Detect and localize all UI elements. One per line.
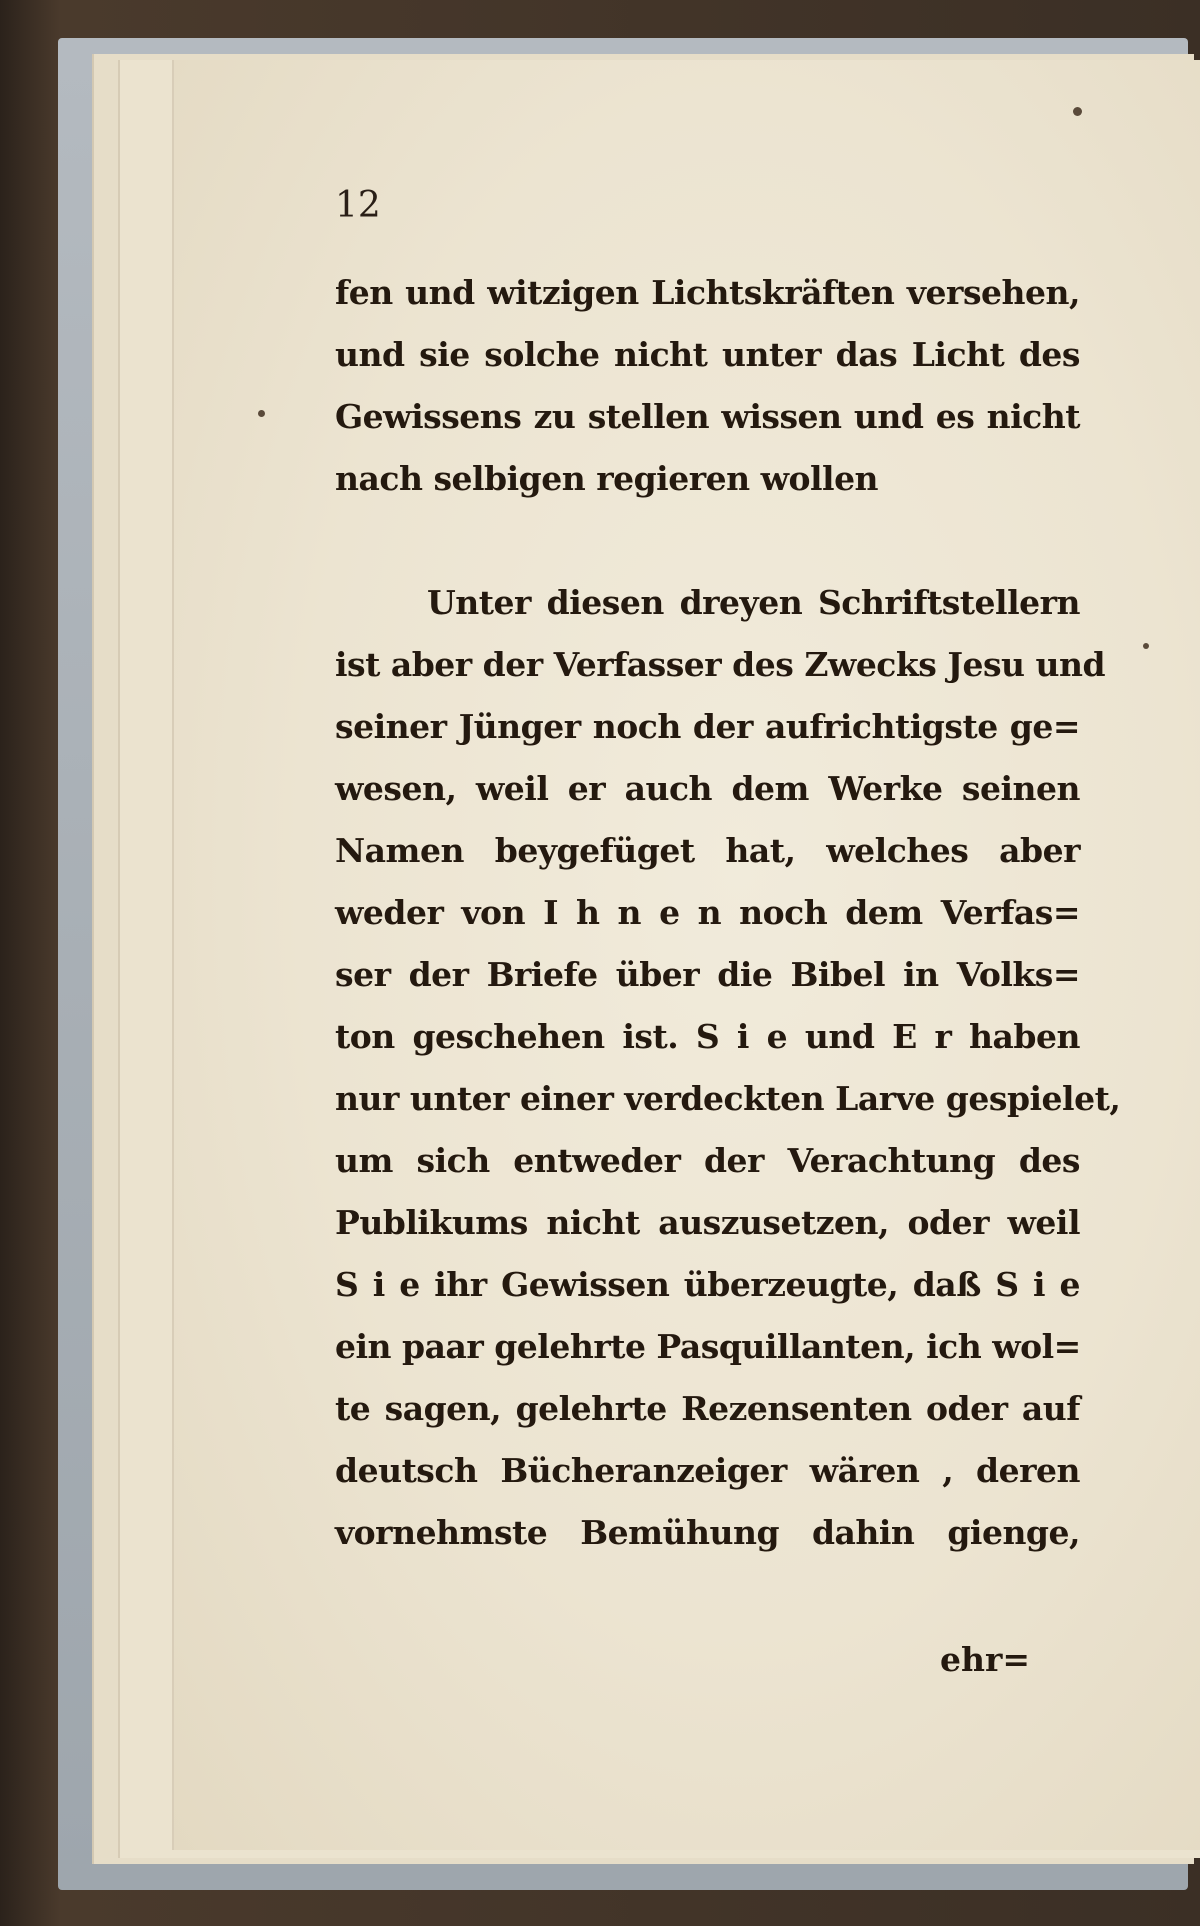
text-line: seiner Jünger noch der aufrichtigste ge=: [335, 707, 1080, 746]
text-line: um sich entweder der Verachtung des: [335, 1141, 1080, 1180]
text-line: Gewissens zu stellen wissen und es nicht: [335, 397, 1080, 436]
text-line: vornehmste Bemühung dahin gienge,: [335, 1513, 1080, 1552]
catchword: ehr=: [940, 1640, 1031, 1679]
text-line: und sie solche nicht unter das Licht des: [335, 335, 1080, 374]
paper-speck: [1073, 107, 1082, 116]
text-line: ein paar gelehrte Pasquillanten, ich wol=: [335, 1327, 1081, 1366]
text-line: Namen beygefüget hat, welches aber: [335, 831, 1080, 870]
text-line: ist aber der Verfasser des Zwecks Jesu und: [335, 645, 1106, 684]
body-text: [335, 262, 1121, 1564]
paper-speck: [258, 410, 265, 417]
text-line: Publikums nicht auszusetzen, oder weil: [335, 1203, 1080, 1242]
text-line: ser der Briefe über die Bibel in Volks=: [335, 955, 1080, 994]
text-line: ton geschehen ist. S i e und E r haben: [335, 1017, 1080, 1056]
text-line: wesen, weil er auch dem Werke seinen: [335, 769, 1080, 808]
text-line: Unter diesen dreyen Schriftstellern: [427, 583, 1080, 622]
paragraph-gap: [335, 510, 1080, 572]
text-line: S i e ihr Gewissen überzeugte, daß S i e: [335, 1265, 1080, 1304]
paper-speck: [1143, 643, 1149, 649]
text-line: nach selbigen regieren wollen: [335, 459, 879, 498]
text-line: fen und witzigen Lichtskräften versehen,: [335, 273, 1080, 312]
text-line: deutsch Bücheranzeiger wären , deren: [335, 1451, 1080, 1490]
text-line: te sagen, gelehrte Rezensenten oder auf: [335, 1389, 1080, 1428]
page-number: 12: [335, 185, 381, 226]
text-line: weder von I h n e n noch dem Verfas=: [335, 893, 1080, 932]
text-line: nur unter einer verdeckten Larve gespielet,: [335, 1079, 1121, 1118]
